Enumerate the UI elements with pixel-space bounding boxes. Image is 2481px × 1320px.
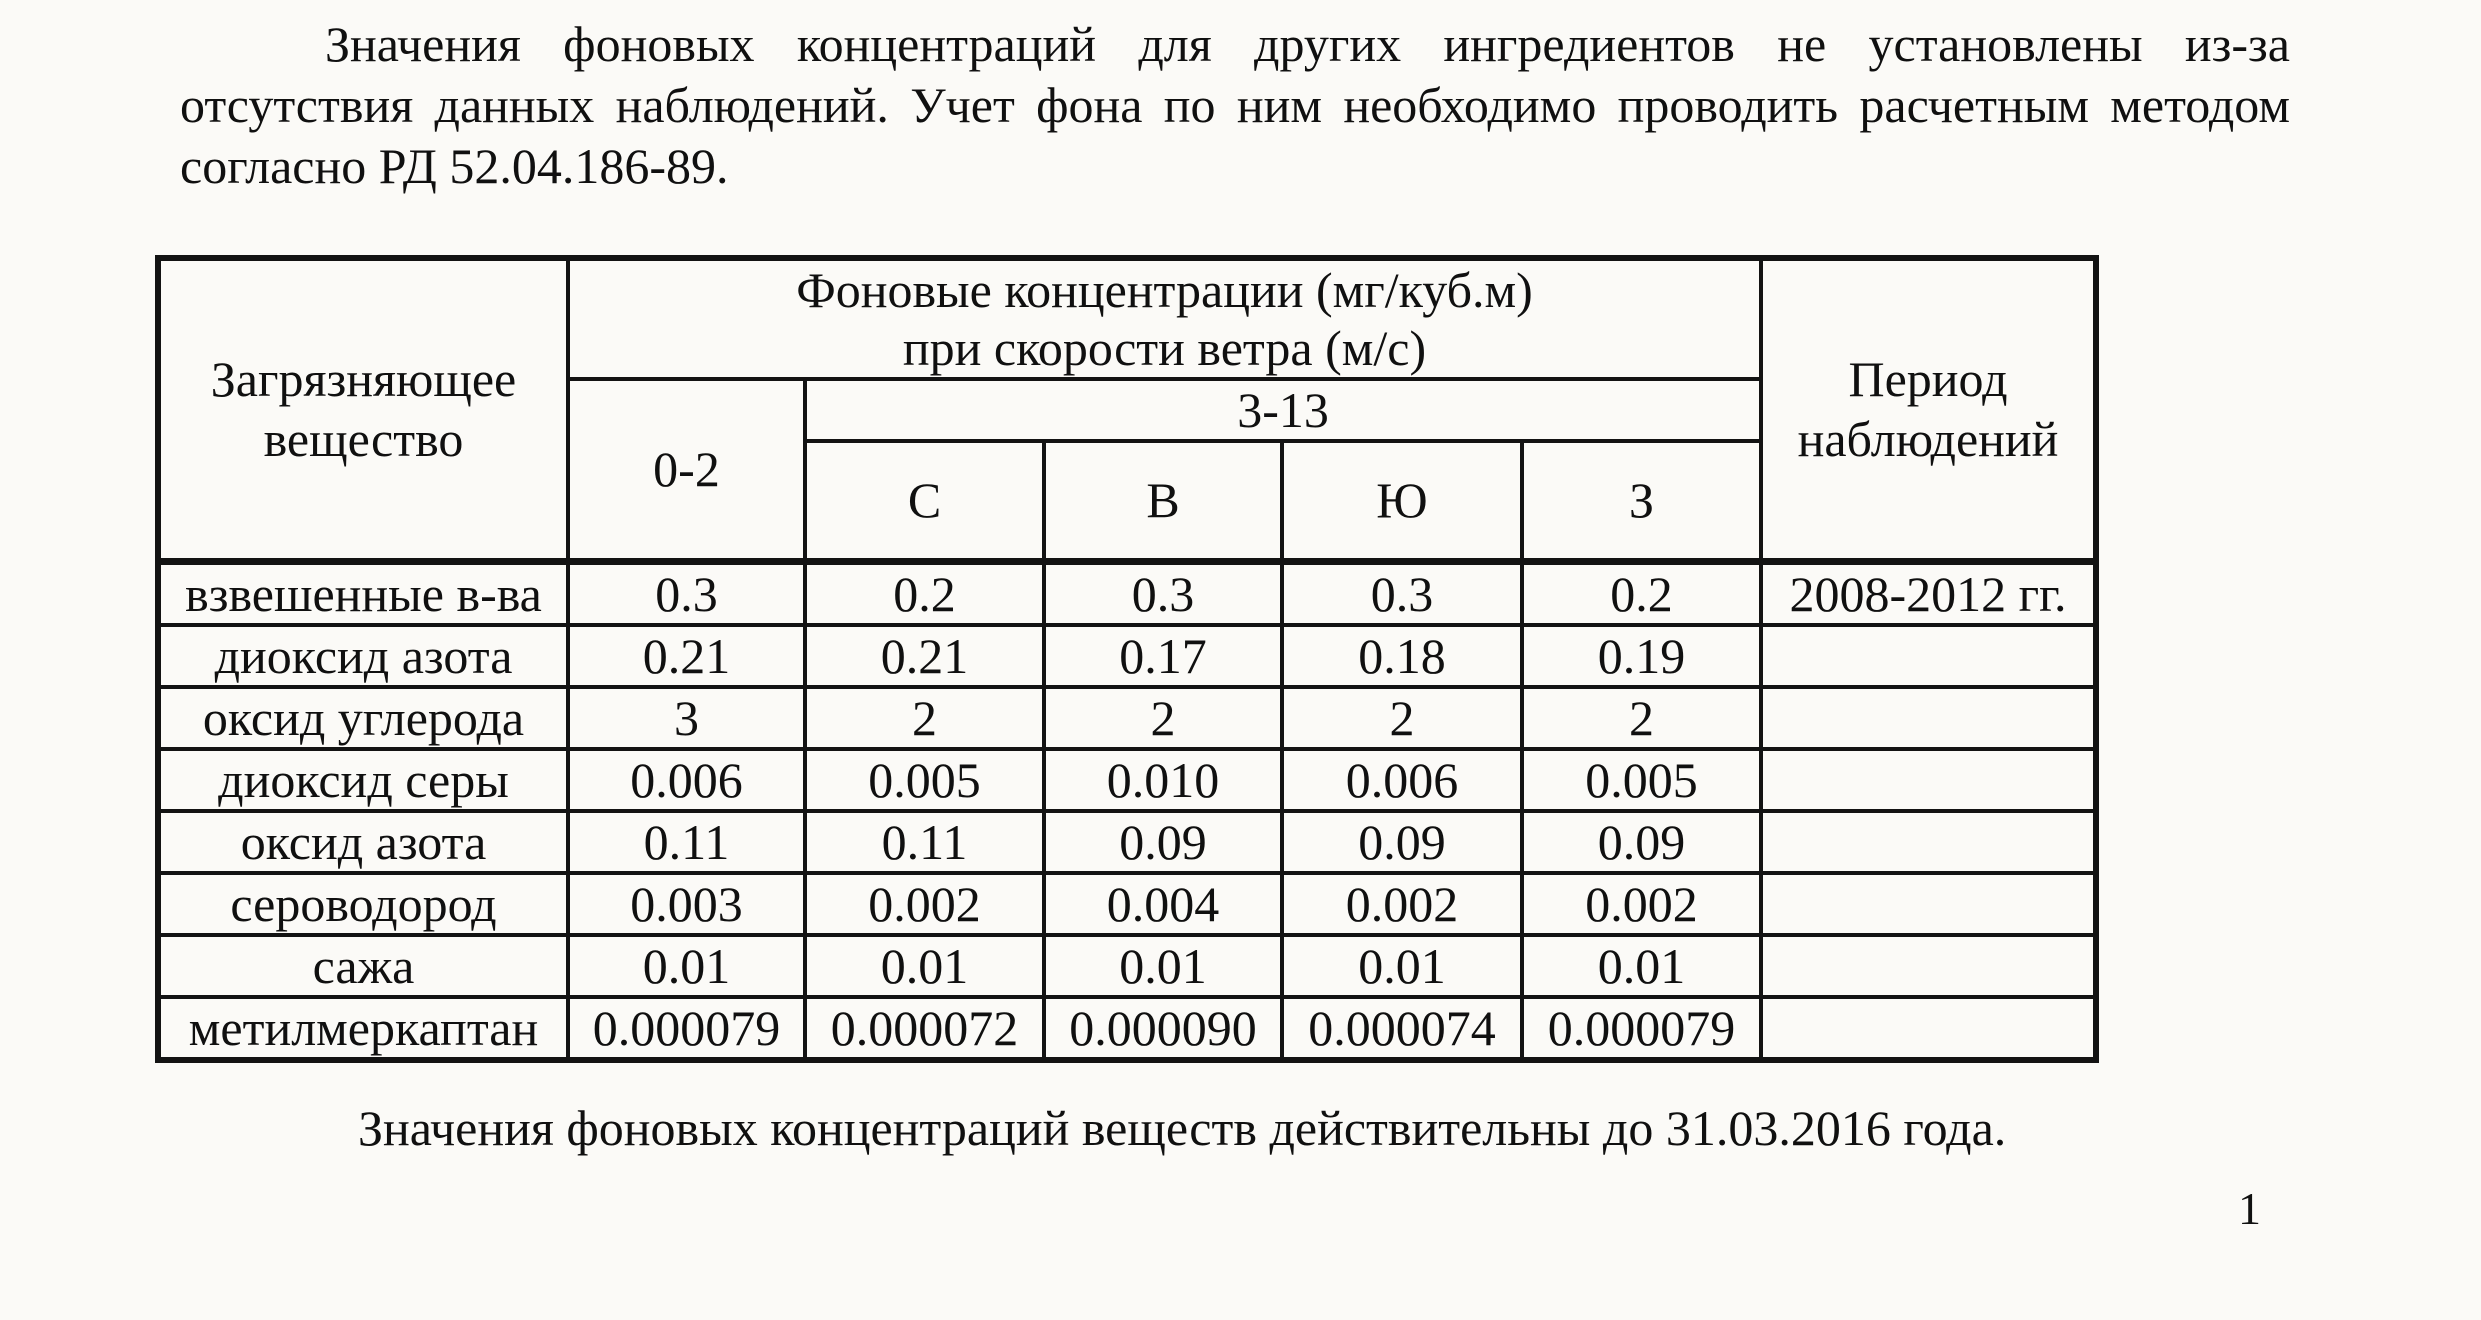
value-cell: 0.01: [568, 935, 805, 997]
intro-line: согласно РД 52.04.186-89.: [180, 138, 729, 194]
value-cell: 0.000074: [1282, 997, 1522, 1060]
column-header-substance: [158, 258, 568, 561]
value-cell: 0.09: [1522, 811, 1761, 873]
column-header-direction-north: С: [805, 441, 1044, 561]
column-header-substance-line: вещество: [263, 411, 464, 468]
value-cell: 0.000090: [1044, 997, 1282, 1060]
value-cell: 0.01: [1044, 935, 1282, 997]
value-cell: 0.003: [568, 873, 805, 935]
substance-cell: диоксид азота: [158, 625, 568, 687]
substance-cell: оксид азота: [158, 811, 568, 873]
value-cell: 0.2: [805, 561, 1044, 625]
value-cell: 0.000079: [1522, 997, 1761, 1060]
substance-cell: сажа: [158, 935, 568, 997]
table-row: [158, 561, 2096, 625]
table-row: [158, 625, 2096, 687]
value-cell: 0.21: [568, 625, 805, 687]
background-concentrations-table: [155, 255, 2099, 1063]
period-cell: [1761, 687, 2096, 749]
table-row: [158, 749, 2096, 811]
value-cell: 0.005: [1522, 749, 1761, 811]
column-header-direction-south: Ю: [1282, 441, 1522, 561]
value-cell: 0.006: [1282, 749, 1522, 811]
table-row: [158, 873, 2096, 935]
value-cell: 0.09: [1044, 811, 1282, 873]
value-cell: 0.3: [1282, 561, 1522, 625]
substance-cell: сероводород: [158, 873, 568, 935]
column-header-wind-0-2: 0-2: [568, 379, 805, 561]
column-header-period: [1761, 258, 2096, 561]
value-cell: 0.09: [1282, 811, 1522, 873]
validity-note: Значения фоновых концентраций веществ действительны до 31.03.2016 года.: [358, 1100, 2007, 1156]
substance-cell: метилмеркаптан: [158, 997, 568, 1060]
value-cell: 2: [1044, 687, 1282, 749]
value-cell: 0.01: [805, 935, 1044, 997]
column-header-substance-line: Загрязняющее: [210, 351, 517, 408]
period-cell: [1761, 625, 2096, 687]
value-cell: 0.01: [1282, 935, 1522, 997]
value-cell: 0.002: [805, 873, 1044, 935]
column-header-direction-east: В: [1044, 441, 1282, 561]
period-cell: [1761, 749, 2096, 811]
group-header-line: при скорости ветра (м/с): [902, 320, 1427, 376]
page-number: 1: [2238, 1183, 2261, 1234]
value-cell: 0.19: [1522, 625, 1761, 687]
table-row: [158, 687, 2096, 749]
column-header-concentrations-group: [568, 258, 1761, 379]
period-cell: [1761, 997, 2096, 1060]
intro-line: отсутствия данных наблюдений. Учет фона по ним необходимо проводить расчетным методом: [180, 77, 2290, 133]
value-cell: 0.005: [805, 749, 1044, 811]
value-cell: 0.17: [1044, 625, 1282, 687]
period-cell: [1761, 811, 2096, 873]
value-cell: 0.002: [1282, 873, 1522, 935]
value-cell: 3: [568, 687, 805, 749]
value-cell: 0.002: [1522, 873, 1761, 935]
value-cell: 0.11: [805, 811, 1044, 873]
period-cell: [1761, 873, 2096, 935]
substance-cell: диоксид серы: [158, 749, 568, 811]
value-cell: 0.21: [805, 625, 1044, 687]
value-cell: 2: [805, 687, 1044, 749]
value-cell: 0.000072: [805, 997, 1044, 1060]
value-cell: 0.3: [1044, 561, 1282, 625]
substance-cell: взвешенные в-ва: [158, 561, 568, 625]
period-cell: 2008-2012 гг.: [1761, 561, 2096, 625]
substance-cell: оксид углерода: [158, 687, 568, 749]
value-cell: 2: [1282, 687, 1522, 749]
value-cell: 0.11: [568, 811, 805, 873]
value-cell: 0.010: [1044, 749, 1282, 811]
intro-paragraph: [180, 14, 2290, 197]
column-header-period-line: наблюдений: [1797, 411, 2059, 468]
value-cell: 0.2: [1522, 561, 1761, 625]
value-cell: 0.01: [1522, 935, 1761, 997]
value-cell: 0.18: [1282, 625, 1522, 687]
column-header-direction-west: З: [1522, 441, 1761, 561]
value-cell: 0.006: [568, 749, 805, 811]
column-header-period-line: Период: [1848, 351, 2008, 408]
table-row: [158, 811, 2096, 873]
group-header-line: Фоновые концентрации (мг/куб.м): [796, 262, 1533, 318]
intro-line: Значения фоновых концентраций для других ингредиентов не установлены из-за: [325, 16, 2290, 72]
value-cell: 0.3: [568, 561, 805, 625]
value-cell: 2: [1522, 687, 1761, 749]
column-header-wind-3-13: 3-13: [805, 379, 1761, 441]
table-row: [158, 935, 2096, 997]
table-row: [158, 997, 2096, 1060]
value-cell: 0.000079: [568, 997, 805, 1060]
period-cell: [1761, 935, 2096, 997]
value-cell: 0.004: [1044, 873, 1282, 935]
